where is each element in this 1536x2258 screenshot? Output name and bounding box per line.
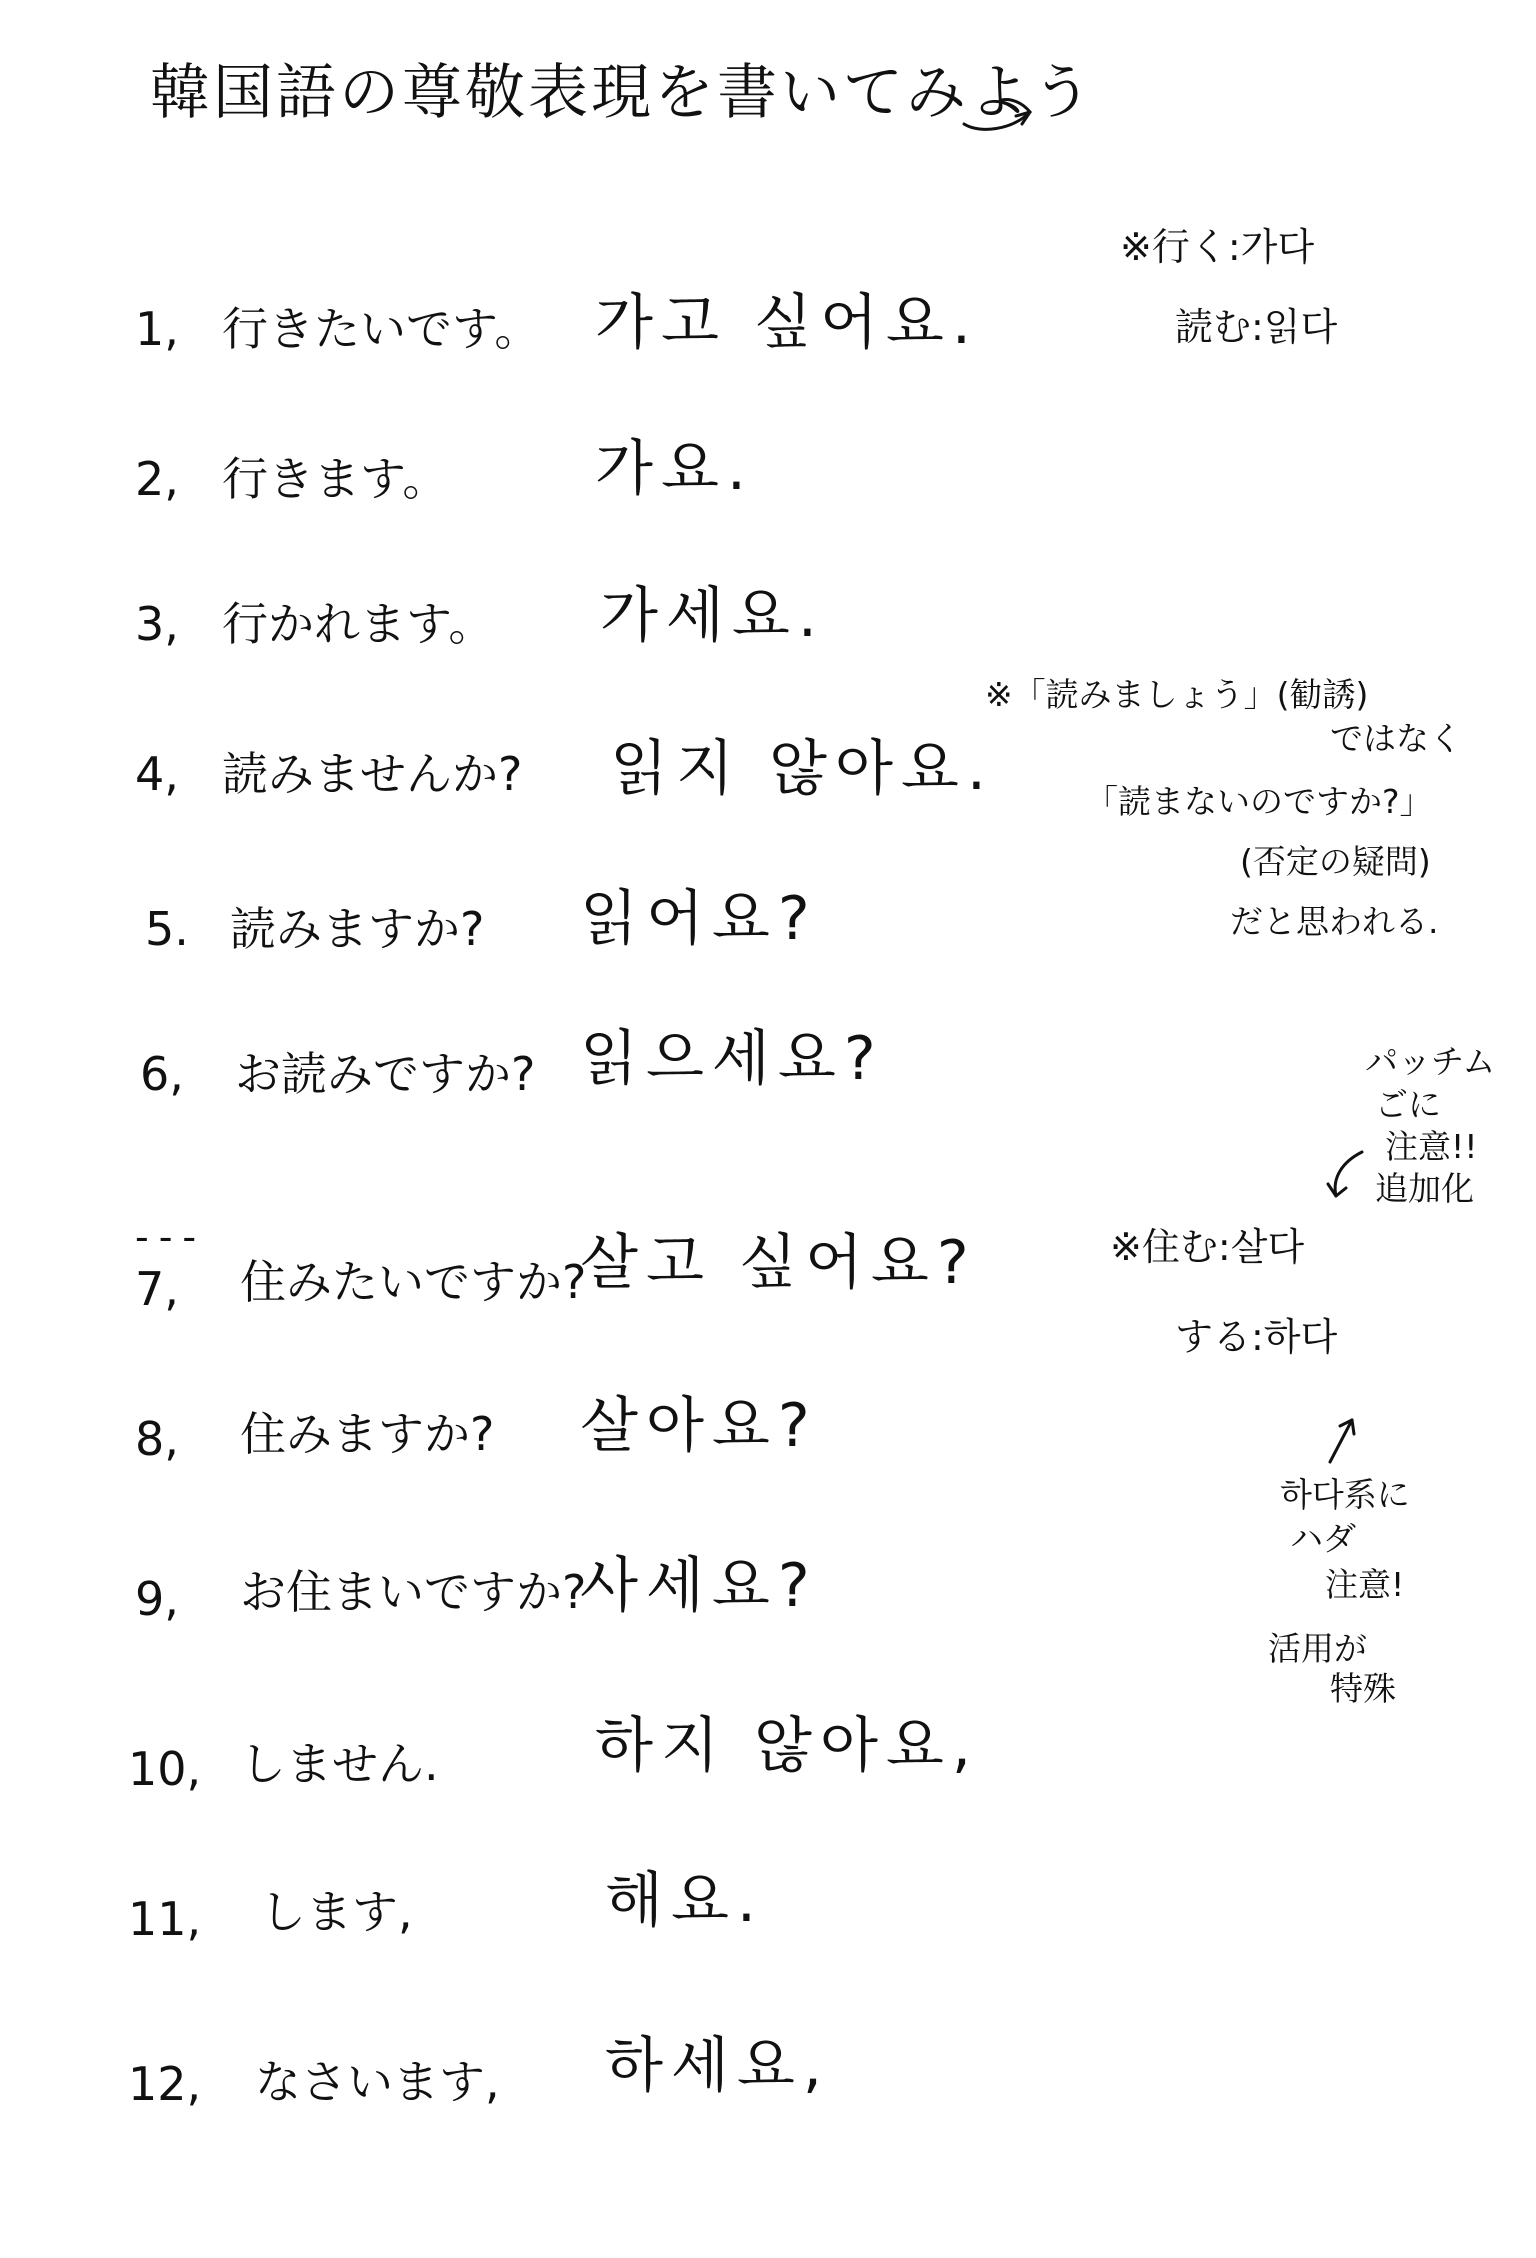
item-number: 3, [135,597,179,651]
margin-note-line: 活用が [1268,1629,1367,1668]
item-number: 6, [140,1047,184,1101]
japanese-phrase: お読みですか? [235,1047,536,1101]
item-number: 11, [128,1892,202,1946]
japanese-phrase: なさいます, [255,2055,500,2109]
page-title: 韓国語の尊敬表現を書いてみよう [150,58,1095,128]
japanese-phrase: 行きます。 [222,452,449,506]
korean-phrase: 읽으세요? [580,1024,884,1094]
item-number: 7, [135,1262,179,1316]
arrow-up-icon [1318,1410,1368,1470]
margin-note-line: 하다系に [1280,1475,1410,1514]
curved-arrow-icon [1322,1148,1372,1208]
margin-note-line: ハダ [1290,1519,1356,1558]
item-number: 8, [135,1412,179,1466]
japanese-phrase: 読みませんか? [222,747,523,801]
margin-note-line: ※「読みましょう」(勧誘) [985,675,1369,714]
item-number: 5. [145,902,189,956]
item-number: 1, [135,302,179,356]
item-number: 9, [135,1572,179,1626]
margin-note-line: ごに [1375,1085,1441,1124]
margin-note-line: 追加化 [1375,1169,1474,1208]
vocab-note-line: ※行く:가다 [1120,225,1315,269]
japanese-phrase: 住みたいですか? [240,1255,587,1309]
margin-note-line: 注意! [1325,1565,1405,1604]
vocab-note-line: ※住む:살다 [1110,1225,1305,1269]
korean-phrase: 가요. [595,434,754,504]
margin-note-line: 「読まないのですか?」 [1085,782,1433,821]
margin-note-line: だと思われる. [1230,902,1439,941]
margin-note-line: (否定の疑問) [1240,842,1431,881]
curved-arrow-icon [960,72,1040,142]
korean-phrase: 살아요? [580,1391,818,1461]
item-number: 2, [135,452,179,506]
korean-phrase: 가세요. [600,581,825,651]
margin-note-line: パッチム [1365,1042,1496,1081]
korean-phrase: 하지 않아요, [595,1711,979,1781]
japanese-phrase: 住みますか? [240,1407,495,1461]
japanese-phrase: 行かれます。 [222,597,495,651]
item-number: 10, [128,1742,202,1796]
korean-phrase: 읽지 않아요. [610,734,994,804]
section-divider: --- [135,1215,207,1259]
japanese-phrase: お住まいですか? [240,1565,587,1619]
japanese-phrase: しません. [240,1737,439,1791]
item-number: 12, [128,2057,202,2111]
japanese-phrase: 読みますか? [230,902,485,956]
korean-phrase: 해요. [605,1866,764,1936]
korean-phrase: 살고 싶어요? [580,1228,977,1298]
margin-note-line: ではなく [1330,719,1462,758]
korean-phrase: 읽어요? [580,884,818,954]
vocab-note-line: する:하다 [1175,1315,1338,1359]
korean-phrase: 사세요? [580,1551,818,1621]
margin-note-line: 注意!! [1385,1127,1478,1166]
japanese-phrase: 行きたいです。 [222,302,541,356]
margin-note-line: 特殊 [1330,1669,1396,1708]
korean-phrase: 하세요, [605,2031,830,2101]
vocab-note-line: 読む:읽다 [1175,305,1338,349]
korean-phrase: 가고 싶어요. [595,288,979,358]
item-number: 4, [135,747,179,801]
japanese-phrase: します, [260,1885,413,1939]
